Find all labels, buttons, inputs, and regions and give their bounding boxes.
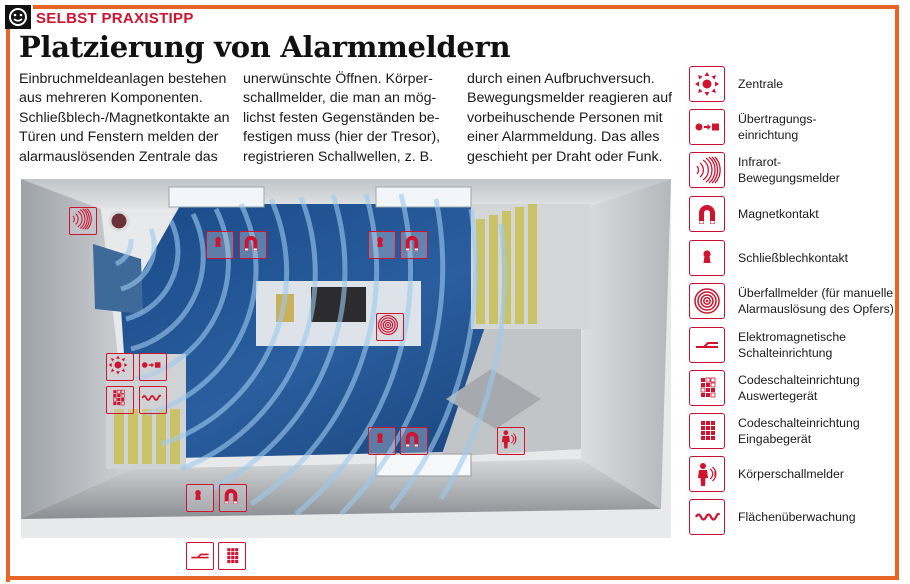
area-monitoring-icon bbox=[139, 386, 167, 414]
legend-label: Zentrale bbox=[738, 76, 784, 91]
legend-item-magnet bbox=[689, 196, 819, 232]
panic-alarm-icon bbox=[689, 283, 725, 319]
legend-item-code-eingabe bbox=[689, 413, 860, 449]
text-line: alarmauslösenden Zentrale das bbox=[19, 148, 218, 165]
magnet-contact-icon bbox=[689, 196, 725, 232]
legend-label: Codeschalteinrichtung Eingabegerät bbox=[738, 415, 860, 446]
strike-plate-contact-icon bbox=[368, 427, 396, 455]
legend-item-elektromagnetisch bbox=[689, 327, 846, 363]
smiley-icon bbox=[5, 5, 31, 29]
body-text-column-3 bbox=[467, 70, 689, 167]
legend-item-koerperschall bbox=[689, 456, 844, 492]
legend-label: Übertragungs- einrichtung bbox=[738, 111, 817, 142]
text-line: festigen muss (hier der Tresor), bbox=[243, 129, 441, 146]
legend-label: Codeschalteinrichtung Auswertegerät bbox=[738, 372, 860, 403]
magnet-contact-icon bbox=[219, 484, 247, 512]
magnet-contact-icon bbox=[400, 427, 428, 455]
legend-label: Magnetkontakt bbox=[738, 206, 819, 221]
strike-plate-contact-icon bbox=[689, 240, 725, 276]
text-line: Einbruchmeldeanlagen bestehen bbox=[19, 71, 227, 87]
text-line: Bewegungsmelder reagieren auf bbox=[467, 90, 673, 107]
control-panel-icon bbox=[106, 353, 134, 381]
legend-label: Flächenüberwachung bbox=[738, 509, 856, 524]
page-title: Platzierung von Alarmmeldern bbox=[19, 30, 511, 64]
transmission-device-icon bbox=[139, 353, 167, 381]
control-panel-icon bbox=[689, 66, 725, 102]
infrared-motion-icon bbox=[689, 152, 725, 188]
electromagnetic-switch-icon bbox=[689, 327, 725, 363]
text-line: durch einen Aufbruchversuch. bbox=[467, 71, 655, 87]
legend-item-flaeche bbox=[689, 499, 856, 535]
text-line: Türen und Fenstern melden der bbox=[19, 129, 219, 146]
legend-item-schliessblech bbox=[689, 240, 848, 276]
text-line: schallmelder, die man an mög- bbox=[243, 90, 437, 107]
electromagnetic-switch-icon bbox=[186, 542, 214, 570]
text-line: registrieren Schallwellen, z. B. bbox=[243, 148, 434, 165]
text-line: einer Alarmmeldung. Das alles bbox=[467, 129, 660, 146]
legend-item-code-auswerte bbox=[689, 370, 860, 406]
infrared-motion-icon bbox=[69, 207, 97, 235]
legend-label: Elektromagnetische Schalteinrichtung bbox=[738, 329, 846, 360]
text-line: geschieht per Draht oder Funk. bbox=[467, 148, 663, 165]
frame-right-rule bbox=[895, 5, 899, 577]
room-illustration bbox=[21, 179, 671, 538]
structure-borne-sound-icon bbox=[497, 427, 525, 455]
text-line: aus mehreren Komponenten. bbox=[19, 90, 203, 107]
magnet-contact-icon bbox=[239, 231, 267, 259]
legend-label: Schließblechkontakt bbox=[738, 250, 849, 265]
body-text-column-2 bbox=[243, 70, 465, 167]
legend-item-infrarot bbox=[689, 152, 840, 188]
legend-item-zentrale bbox=[689, 66, 783, 102]
body-text-column-1 bbox=[19, 70, 241, 167]
strike-plate-contact-icon bbox=[368, 231, 396, 259]
frame-left-rule bbox=[6, 28, 10, 582]
legend-label: Körperschallmelder bbox=[738, 466, 844, 481]
structure-borne-sound-icon bbox=[689, 456, 725, 492]
text-line: lichst festen Gegenständen be- bbox=[243, 109, 440, 126]
legend-label: Infrarot- Bewegungsmelder bbox=[738, 154, 840, 185]
legend-item-uebertragung bbox=[689, 109, 817, 145]
panic-alarm-icon bbox=[376, 313, 404, 341]
magnet-contact-icon bbox=[400, 231, 428, 259]
area-monitoring-icon bbox=[689, 499, 725, 535]
text-line: Schließblech-/Magnetkontakte an bbox=[19, 109, 230, 126]
code-input-icon bbox=[218, 542, 246, 570]
legend-item-ueberfall bbox=[689, 283, 894, 319]
strike-plate-contact-icon bbox=[186, 484, 214, 512]
text-line: unerwünschte Öffnen. Körper- bbox=[243, 71, 433, 87]
code-evaluation-icon bbox=[106, 386, 134, 414]
strike-plate-contact-icon bbox=[206, 231, 234, 259]
legend-label: Überfallmelder (für manuelle Alarmauslösung des Opfers) bbox=[738, 285, 894, 316]
frame-top-rule bbox=[33, 5, 897, 9]
text-line: vorbeihuschende Personen mit bbox=[467, 109, 663, 126]
code-evaluation-icon bbox=[689, 370, 725, 406]
code-input-icon bbox=[689, 413, 725, 449]
transmission-device-icon bbox=[689, 109, 725, 145]
section-kicker: SELBST PRAXISTIPP bbox=[36, 10, 194, 27]
frame-bottom-rule bbox=[10, 576, 899, 580]
